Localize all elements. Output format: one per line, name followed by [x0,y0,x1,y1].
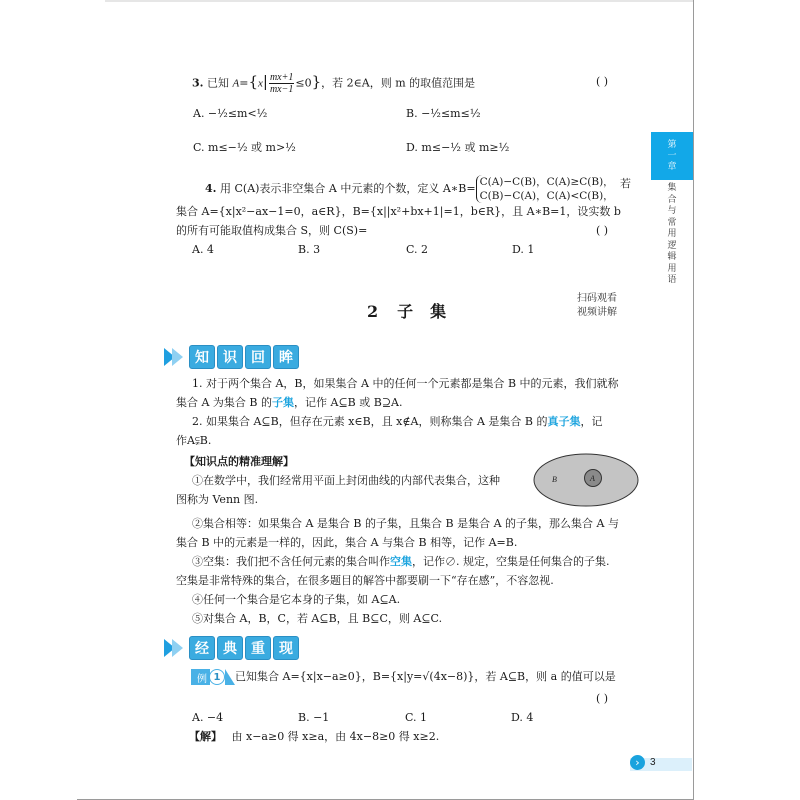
text: ③空集：我们把不含任何元素的集合叫作 [192,555,390,568]
option-a: A. −4 [192,711,224,724]
highlight-term: 子集 [272,396,295,409]
review-p1-line2 [176,396,403,410]
play-arrow-icon [172,639,183,657]
review-p2-line1 [192,415,602,429]
solution-label: 【解】 [189,730,222,743]
understanding-3-line1 [192,555,610,569]
question-number: 3. [192,76,204,90]
page-number: 3 [650,757,656,768]
fraction [269,72,294,95]
venn-diagram [532,452,640,508]
answer-paren: ( ) [596,75,609,88]
banner-knowledge-review [164,345,301,369]
badge-tail [225,669,235,685]
section-title-char: 子 [397,302,415,321]
answer-paren: ( ) [596,224,609,237]
question-4-stem-1 [205,175,614,203]
piecewise-definition [476,175,614,203]
option-d: D. 4 [511,711,534,724]
option-c: C. 1 [405,711,428,724]
top-edge-line [105,0,693,2]
understanding-1-line2: 图称为 Venn 图. [176,493,259,506]
understanding-5: ⑤对集合 A，B，C，若 A⊆B，且 B⊆C，则 A⊆C. [192,612,443,625]
question-4-stem-3: 的所有可能取值构成集合 S，则 C(S)= [176,224,368,237]
chapter-tab [651,132,693,180]
highlight-term: 空集 [390,555,412,568]
banner-char: 重 [245,636,271,660]
option-c: C. m≤−½ 或 m>½ [193,141,296,154]
text: ，记作 A⊆B 或 B⊇A. [294,396,403,409]
option-d: D. 1 [512,243,535,256]
review-p1-line1: 1. 对于两个集合 A，B，如果集合 A 中的任何一个元素都是集合 B 中的元素，我们就称 [192,377,619,390]
question-number: 4. [205,182,217,195]
banner-char: 识 [217,345,243,369]
example-label: 例 [191,669,210,685]
set-name: A [232,77,240,90]
solution-text: 由 x−a≥0 得 x≥a，由 4x−8≥0 得 x≥2. [231,730,440,743]
review-p2-line2: 作A⫋B. [176,434,212,447]
chapter-title: 集合与常用逻辑用语 [667,183,677,285]
banner-char: 知 [189,345,215,369]
chapter-tab-char: 一 [667,150,677,161]
text: ，记 [580,415,603,428]
chapter-tab-char: 第 [667,139,677,150]
banner-char: 经 [189,636,215,660]
banner-char: 眸 [273,345,299,369]
solution [189,730,439,744]
question-4-stem-2: 集合 A={x|x²−ax−1=0，a∈R}，B={x||x²+bx+1|=1，b∈R}，且 A∗B=1，设实数 b [176,205,621,218]
stem-continuation: 若 [620,177,631,190]
option-b: B. −½≤m≤½ [406,107,481,120]
option-c: C. 2 [406,243,429,256]
case-2: C(B)−C(A)，C(A)<C(B)， [479,190,614,202]
section-number: 2 [367,302,380,321]
qr-hint-line: 扫码观看 [577,293,617,304]
case-1: C(A)−C(B)，C(A)≥C(B)， [479,176,614,188]
qr-hint-line: 视频讲解 [577,307,617,318]
banner-char: 典 [217,636,243,660]
option-a: A. −½≤m<½ [193,107,268,120]
set-var: x [257,77,263,90]
section-title-char: 集 [430,302,448,321]
banner-char: 现 [273,636,299,660]
answer-paren: ( ) [596,692,609,705]
condition: ≤0 [295,76,312,90]
option-a: A. 4 [192,243,214,256]
qr-video-hint[interactable] [577,292,617,320]
play-arrow-icon [172,348,183,366]
example-1-stem: 已知集合 A={x|x−a≥0}，B={x|y=√(4x−8)}，若 A⊆B，则 a 的值可以是 [235,670,616,683]
highlight-term: 真子集 [547,415,581,428]
chevron-right-icon: › [630,755,645,770]
option-d: D. m≤−½ 或 m≥½ [406,141,510,154]
option-b: B. 3 [298,243,321,256]
example-badge [191,669,235,685]
understanding-2-line2: 集合 B 中的元素是一样的，因此，集合 A 与集合 B 相等，记作 A=B. [176,536,518,549]
venn-label-a: A [590,474,595,483]
understanding-3-line2: 空集是非常特殊的集合，在很多题目的解答中都要刷一下“存在感”，不容忽视. [176,574,554,587]
stem-suffix: ，若 2∈A，则 m 的取值范围是 [321,76,476,90]
banner-char: 回 [245,345,271,369]
fraction-denominator: mx−1 [269,84,294,95]
understanding-4: ④任何一个集合是它本身的子集，如 A⊆A. [192,593,401,606]
banner-classic-examples [164,636,301,660]
fraction-numerator: mx+1 [269,72,294,83]
option-b: B. −1 [298,711,330,724]
stem-text: 用 C(A)表示非空集合 A 中元素的个数，定义 A∗B= [219,182,476,195]
venn-label-b: B [552,475,557,484]
section-title [367,299,447,322]
understanding-title: 【知识点的精准理解】 [184,455,294,468]
understanding-1-line1: ①在数学中，我们经常用平面上封闭曲线的内部代表集合，这种 [192,474,500,487]
stem-text: 已知 [206,76,229,90]
example-number: 1 [209,669,225,685]
understanding-2-line1: ②集合相等：如果集合 A 是集合 B 的子集，且集合 B 是集合 A 的子集，那么集合 A 与 [192,517,619,530]
question-3-stem: 3. 已知 A={x| $\frac{mx+1}{mx-1}$ ≤0}，若 2∈A，则 m 的取值范围是 [192,72,476,95]
chapter-tab-char: 章 [667,161,677,172]
text: ，记作∅. 规定，空集是任何集合的子集. [412,555,610,568]
text: 2. 如果集合 A⊆B，但存在元素 x∈B，且 x∉A，则称集合 A 是集合 B 的 [192,415,548,428]
text: 集合 A 为集合 B 的 [176,396,273,409]
